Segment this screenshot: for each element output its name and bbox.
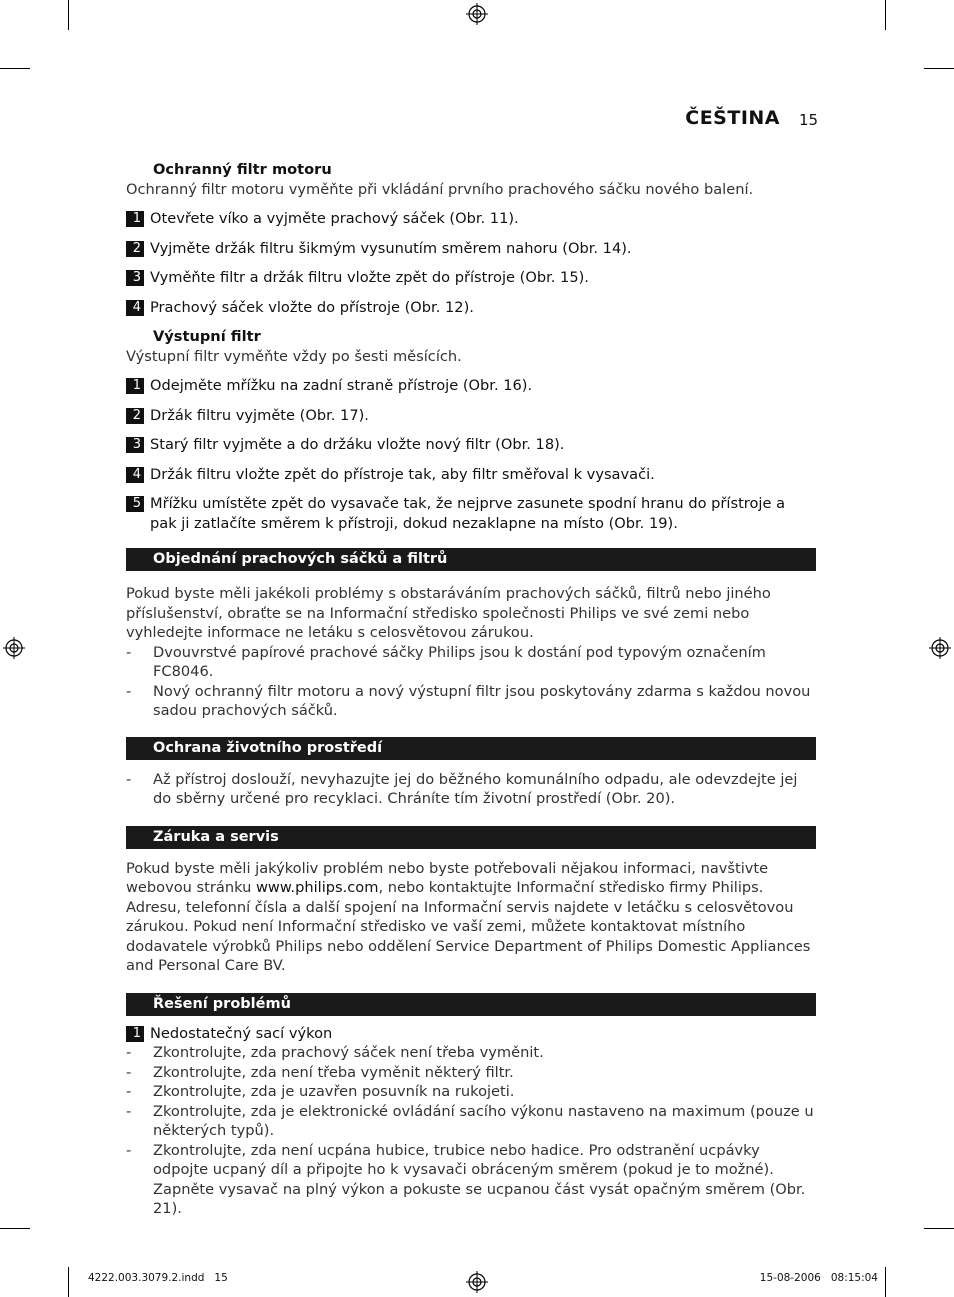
list-item [126,268,816,288]
list-item [126,1141,816,1219]
philips-website-link[interactable]: www.philips.com [255,879,379,896]
registration-mark-icon [3,637,25,659]
step-number: 2 [126,408,144,424]
bullet-text: Zkontrolujte, zda je elektronické ovládání sacího výkonu nastaveno na maximum (pouze u některých typů). [153,1102,814,1139]
step-text: Mřížku umístěte zpět do vysavače tak, že nejprve zasunete spodní hranu do přístroje a pak ji zatlačíte směrem k přístroji, dokud nezaklapne na místo (Obr. 19). [150,495,786,532]
page-number: 15 [799,111,819,129]
crop-mark [68,0,69,30]
list-item [126,435,816,455]
step-number: 2 [126,241,144,257]
bullet-text: Zkontrolujte, zda není třeba vyměnit některý filtr. [153,1063,514,1081]
step-text: Starý filtr vyjměte a do držáku vložte nový filtr (Obr. 18). [150,436,565,453]
section-heading-ordering: Objednání prachových sáčků a filtrů [126,548,816,571]
list-item [126,1102,816,1141]
step-text: Držák filtru vložte zpět do přístroje tak, aby filtr směřoval k vysavači. [150,465,655,483]
step-text: Nedostatečný sací výkon [150,1024,333,1042]
bullet-dash: - [126,770,132,788]
bullet-text: Zkontrolujte, zda je uzavřen posuvník na rukojeti. [153,1083,515,1100]
bullet-text: Až přístroj doslouží, nevyhazujte jej do běžného komunálního odpadu, ale odevzdejte jej do sběrny určené pro recyklaci. Chráníte tím životní prostředí (Obr. 20). [153,770,798,807]
list-item [126,643,816,682]
step-text: Vyjměte držák filtru šikmým vysunutím směrem nahoru (Obr. 14). [150,239,632,257]
language-heading: ČEŠTINA [685,107,780,129]
list-item [126,494,816,533]
page-content [126,160,816,1219]
step-number: 5 [126,496,144,512]
list-item [126,1043,816,1063]
step-number: 1 [126,1026,144,1042]
bullet-text: Dvouvrstvé papírové prachové sáčky Philips jsou k dostání pod typovým označením FC8046. [153,643,766,680]
bullet-dash: - [126,1102,132,1120]
list-item [126,682,816,721]
step-number: 1 [126,211,144,227]
footer-file-name: 4222.003.3079.2.indd 15 [88,1272,228,1284]
list-item [126,376,816,396]
crop-mark [924,1228,954,1229]
step-text: Odejměte mřížku na zadní straně přístroje (Obr. 16). [150,377,533,394]
bullet-dash: - [126,1141,132,1159]
step-text: Vyměňte filtr a držák filtru vložte zpět do přístroje (Obr. 15). [150,269,589,286]
bullet-dash: - [126,1044,132,1061]
registration-mark-icon [466,3,488,25]
bullet-dash: - [126,682,132,700]
crop-mark [885,0,886,30]
registration-mark-icon [929,637,951,659]
section-heading-warranty: Záruka a servis [126,826,816,849]
exhaust-filter-title: Výstupní filtr [153,328,261,345]
warranty-paragraph [126,859,816,976]
step-number: 4 [126,467,144,483]
bullet-dash: - [126,1083,132,1100]
step-text: Prachový sáček vložte do přístroje (Obr. 12). [150,298,474,316]
bullet-text: Zkontrolujte, zda prachový sáček není třeba vyměnit. [153,1044,544,1061]
motor-filter-intro: Ochranný filtr motoru vyměňte při vkládání prvního prachového sáčku nového balení. [126,180,754,198]
list-item [126,239,816,259]
crop-mark [68,1267,69,1297]
list-item [126,770,816,809]
list-item [126,465,816,485]
list-item [126,298,816,318]
ordering-paragraph: Pokud byste měli jakékoli problémy s obstaráváním prachových sáčků, filtrů nebo jiného příslušenství, obraťte se na Informační středisko společnosti Philips ve své zemi nebo vyhledejte informace ne letáku s celosvětovou zárukou. [126,585,771,641]
bullet-text: Zkontrolujte, zda není ucpána hubice, trubice nebo hadice. Pro odstranění ucpávky odpojte ucpaný díl a připojte ho k vysavači obráceným směrem (pokud je to možné). Zapněte vysavač na plný výkon a pokuste se ucpanou část vysát opačným směrem (Obr. 21). [153,1141,806,1217]
warranty-text-before: Pokud byste měli jakýkoliv problém nebo byste potřebovali nějakou informaci, navštivte webovou stránku [126,859,769,896]
motor-filter-title: Ochranný filtr motoru [153,161,332,178]
crop-mark [0,68,30,69]
crop-mark [885,1267,886,1297]
list-item [126,1063,816,1083]
step-number: 1 [126,378,144,394]
footer-timestamp: 15-08-2006 08:15:04 [759,1272,878,1284]
step-number: 3 [126,437,144,453]
bullet-dash: - [126,643,132,661]
registration-mark-icon [466,1271,488,1293]
step-number: 3 [126,270,144,286]
list-item [126,209,816,229]
crop-mark [924,68,954,69]
step-text: Otevřete víko a vyjměte prachový sáček (Obr. 11). [150,210,519,227]
exhaust-filter-intro: Výstupní filtr vyměňte vždy po šesti měsících. [126,347,462,365]
crop-mark [0,1228,30,1229]
step-text: Držák filtru vyjměte (Obr. 17). [150,406,369,424]
bullet-dash: - [126,1063,132,1081]
list-item [126,406,816,426]
step-number: 4 [126,300,144,316]
bullet-text: Nový ochranný filtr motoru a nový výstupní filtr jsou poskytovány zdarma s každou novou sadou prachových sáčků. [153,682,811,719]
list-item [126,1024,816,1044]
warranty-text-after: , nebo kontaktujte Informační středisko firmy Philips. Adresu, telefonní čísla a další spojení na Informační servis najdete v letáčku s celosvětovou zárukou. Pokud není Informační středisko ve vaší zemi, můžete kontaktovat místního dodavatele výrobků Philips nebo oddělení Service Department of Philips Domestic Appliances and Personal Care BV. [126,879,811,974]
list-item [126,1082,816,1102]
section-heading-environment: Ochrana životního prostředí [126,737,816,760]
section-heading-troubleshooting: Řešení problémů [126,993,816,1016]
